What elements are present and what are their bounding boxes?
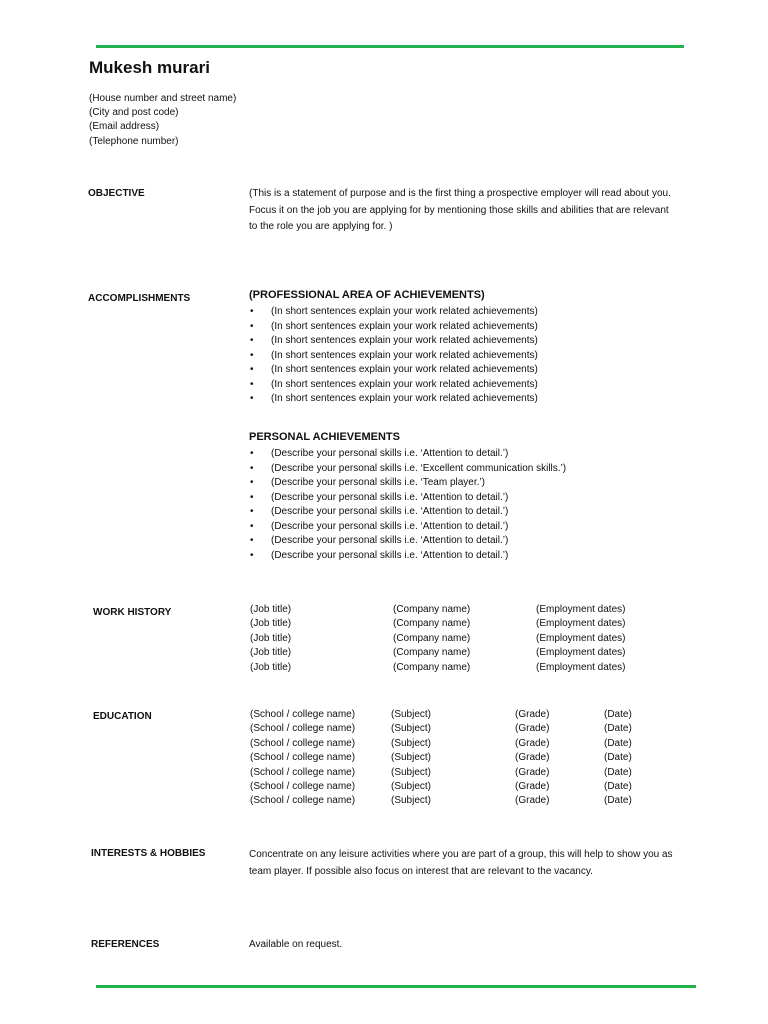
objective-line: Focus it on the job you are applying for by mentioning those skills and abilities that are relevant [249, 204, 669, 216]
professional-achievements-heading: (PROFESSIONAL AREA OF ACHIEVEMENTS) [249, 289, 485, 301]
school-name-cell: (School / college name) [250, 709, 356, 720]
job-title-cell: (Job title) [250, 647, 292, 659]
professional-achievements-list [249, 305, 538, 407]
table-row [250, 722, 664, 736]
job-title-cell: (Job title) [250, 661, 292, 673]
contact-city: (City and post code) [89, 107, 179, 119]
bullet-dot: • [250, 448, 254, 459]
subject-cell: (Subject) [391, 737, 432, 749]
references-text: Available on request. [249, 939, 343, 950]
interests-line: Concentrate on any leisure activities where you are part of a group, this will help to show you as [249, 849, 673, 860]
school-name-cell: (School / college name) [250, 752, 356, 764]
school-name-cell: (School / college name) [250, 795, 356, 807]
bullet-dot: • [250, 462, 254, 474]
company-name-cell: (Company name) [393, 618, 471, 630]
accomplishments-label: ACCOMPLISHMENTS [88, 293, 191, 304]
table-row [250, 708, 664, 722]
date-cell: (Date) [604, 723, 632, 735]
personal-achievement-item-text: (Describe your personal skills i.e. ‘Attention to detail.’) [271, 491, 509, 503]
employment-dates-cell: (Employment dates) [536, 604, 626, 615]
personal-achievement-item-text: (Describe your personal skills i.e. ‘Team player.’) [271, 477, 485, 488]
employment-dates-cell: (Employment dates) [536, 632, 626, 644]
date-cell: (Date) [604, 781, 632, 793]
personal-achievement-item-text: (Describe your personal skills i.e. ‘Attention to detail.’) [271, 549, 509, 561]
professional-achievement-item [249, 349, 538, 364]
professional-achievement-item-text: (In short sentences explain your work related achievements) [271, 335, 538, 346]
job-title-cell: (Job title) [250, 618, 292, 630]
work-history-label: WORK HISTORY [93, 607, 172, 618]
company-name-cell: (Company name) [393, 604, 471, 615]
professional-achievement-item [249, 363, 538, 378]
objective-text [249, 186, 699, 236]
job-title-cell: (Job title) [250, 632, 292, 644]
date-cell: (Date) [604, 766, 632, 778]
professional-achievement-item-text: (In short sentences explain your work related achievements) [271, 364, 538, 375]
professional-achievement-item [249, 378, 538, 393]
table-row [250, 766, 664, 780]
bullet-dot: • [250, 364, 254, 375]
bottom-accent-rule [96, 985, 696, 988]
personal-achievement-item [249, 520, 566, 535]
bullet-dot: • [250, 335, 254, 346]
personal-achievement-item-text: (Describe your personal skills i.e. ‘Attention to detail.’) [271, 520, 509, 532]
candidate-name: Mukesh murari [89, 58, 210, 77]
interests-label: INTERESTS & HOBBIES [91, 848, 206, 859]
date-cell: (Date) [604, 737, 632, 749]
education-table [250, 708, 664, 809]
employment-dates-cell: (Employment dates) [536, 661, 626, 673]
bullet-dot: • [250, 378, 254, 390]
personal-achievement-item [249, 505, 566, 520]
grade-cell: (Grade) [515, 781, 550, 793]
date-cell: (Date) [604, 795, 632, 807]
subject-cell: (Subject) [391, 795, 432, 807]
bullet-dot: • [250, 535, 254, 546]
contact-address: (House number and street name) [89, 93, 237, 104]
grade-cell: (Grade) [515, 709, 550, 720]
bullet-dot: • [250, 549, 254, 561]
grade-cell: (Grade) [515, 737, 550, 749]
personal-achievement-item [249, 447, 566, 462]
personal-achievement-item-text: (Describe your personal skills i.e. ‘Excellent communication skills.’) [271, 462, 567, 474]
bullet-dot: • [250, 477, 254, 488]
interests-text [249, 847, 699, 880]
professional-achievement-item [249, 334, 538, 349]
table-row [250, 603, 656, 617]
bullet-dot: • [250, 349, 254, 361]
subject-cell: (Subject) [391, 752, 432, 764]
personal-achievements-list [249, 447, 566, 563]
employment-dates-cell: (Employment dates) [536, 647, 626, 659]
subject-cell: (Subject) [391, 709, 432, 720]
objective-label: OBJECTIVE [88, 188, 145, 199]
table-row [250, 646, 656, 660]
bullet-dot: • [250, 520, 254, 532]
grade-cell: (Grade) [515, 723, 550, 735]
job-title-cell: (Job title) [250, 604, 292, 615]
personal-achievement-item [249, 534, 566, 549]
bullet-dot: • [250, 320, 254, 332]
personal-achievement-item-text: (Describe your personal skills i.e. ‘Attention to detail.’) [271, 448, 509, 459]
personal-achievement-item-text: (Describe your personal skills i.e. ‘Attention to detail.’) [271, 535, 509, 546]
professional-achievement-item-text: (In short sentences explain your work related achievements) [271, 320, 538, 332]
references-label: REFERENCES [91, 939, 160, 950]
grade-cell: (Grade) [515, 795, 550, 807]
contact-phone: (Telephone number) [89, 135, 179, 147]
bullet-dot: • [250, 491, 254, 503]
date-cell: (Date) [604, 752, 632, 764]
personal-achievement-item [249, 462, 566, 477]
education-label: EDUCATION [93, 711, 152, 722]
professional-achievement-item [249, 320, 538, 335]
personal-achievement-item [249, 549, 566, 564]
company-name-cell: (Company name) [393, 632, 471, 644]
grade-cell: (Grade) [515, 766, 550, 778]
personal-achievement-item [249, 476, 566, 491]
professional-achievement-item-text: (In short sentences explain your work related achievements) [271, 306, 538, 317]
objective-line: to the role you are applying for. ) [249, 221, 393, 232]
bullet-dot: • [250, 506, 254, 517]
contact-email: (Email address) [89, 121, 160, 133]
employment-dates-cell: (Employment dates) [536, 618, 626, 630]
date-cell: (Date) [604, 709, 632, 720]
professional-achievement-item [249, 305, 538, 320]
professional-achievement-item [249, 392, 538, 407]
grade-cell: (Grade) [515, 752, 550, 764]
table-row [250, 780, 664, 794]
work-history-table [250, 603, 656, 675]
personal-achievement-item-text: (Describe your personal skills i.e. ‘Attention to detail.’) [271, 506, 509, 517]
table-row [250, 661, 656, 675]
personal-achievement-item [249, 491, 566, 506]
professional-achievement-item-text: (In short sentences explain your work related achievements) [271, 349, 538, 361]
top-accent-rule [96, 45, 684, 48]
school-name-cell: (School / college name) [250, 766, 356, 778]
personal-achievements-heading: PERSONAL ACHIEVEMENTS [249, 431, 400, 443]
contact-block [89, 92, 236, 149]
objective-line: (This is a statement of purpose and is the first thing a prospective employer will read about you. [249, 188, 671, 199]
professional-achievement-item-text: (In short sentences explain your work related achievements) [271, 393, 538, 404]
table-row [250, 751, 664, 765]
professional-achievement-item-text: (In short sentences explain your work related achievements) [271, 378, 538, 390]
subject-cell: (Subject) [391, 781, 432, 793]
school-name-cell: (School / college name) [250, 737, 356, 749]
subject-cell: (Subject) [391, 766, 432, 778]
table-row [250, 737, 664, 751]
school-name-cell: (School / college name) [250, 723, 356, 735]
bullet-dot: • [250, 306, 254, 317]
table-row [250, 617, 656, 631]
bullet-dot: • [250, 393, 254, 404]
company-name-cell: (Company name) [393, 661, 471, 673]
table-row [250, 632, 656, 646]
school-name-cell: (School / college name) [250, 781, 356, 793]
interests-line: team player. If possible also focus on interest that are relevant to the vacancy. [249, 865, 593, 877]
table-row [250, 794, 664, 808]
company-name-cell: (Company name) [393, 647, 471, 659]
subject-cell: (Subject) [391, 723, 432, 735]
